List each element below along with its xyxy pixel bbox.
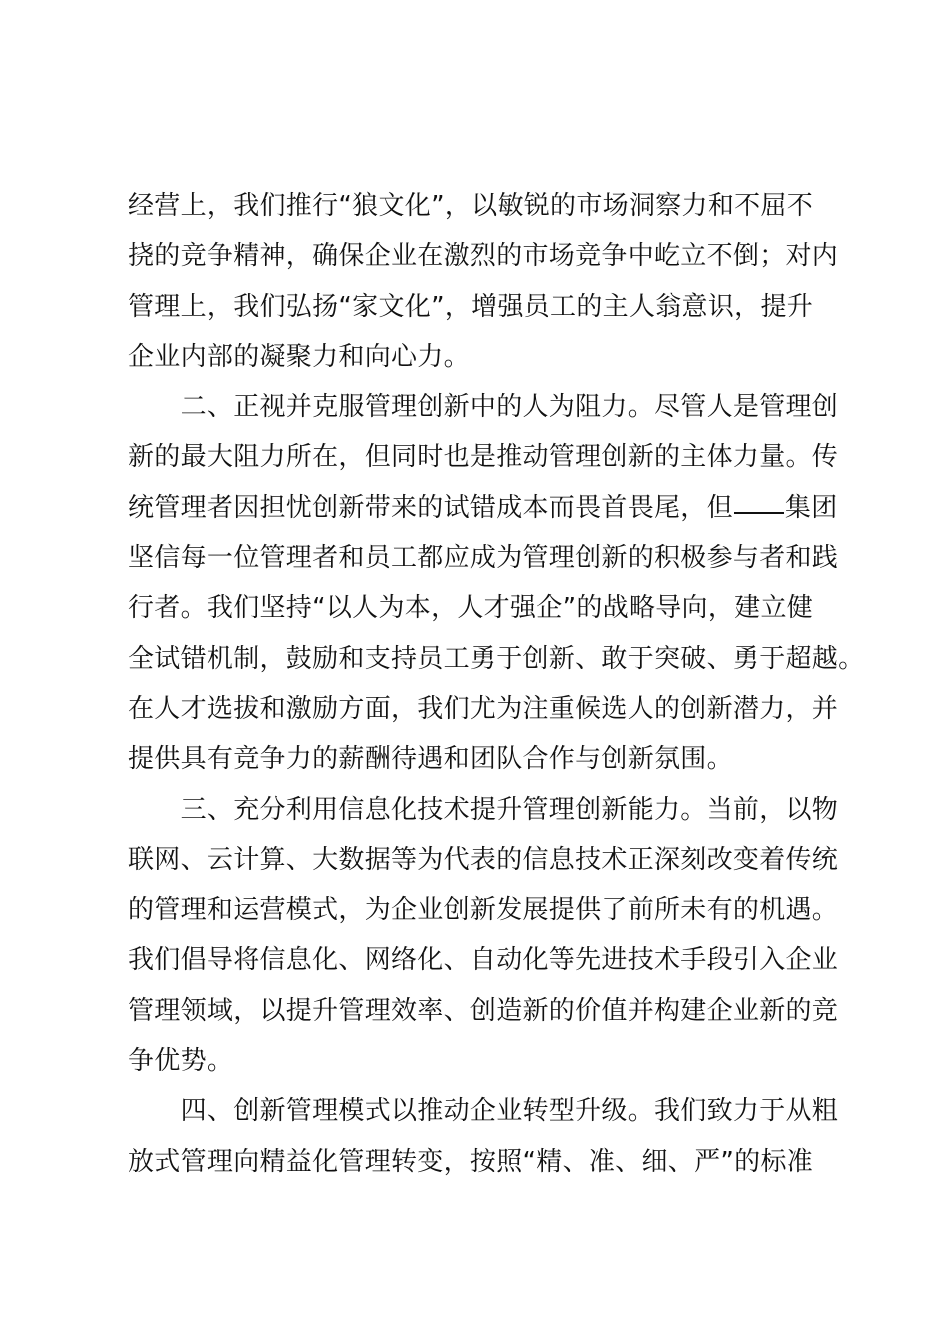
text-line: 挠的竞争精神，确保企业在激烈的市场竞争中屹立不倒；对内 <box>128 241 839 272</box>
line-text: 统管理者因担忧创新带来的试错成本而畏首畏尾，但 <box>128 492 733 523</box>
text-line: 争优势。 <box>128 1046 234 1077</box>
text-line: 新的最大阻力所在，但同时也是推动管理创新的主体力量。传 <box>128 442 839 473</box>
text-line: 的管理和运营模式，为企业创新发展提供了前所未有的机遇。 <box>128 895 839 926</box>
text-line: 坚信每一位管理者和员工都应成为管理创新的积极参与者和践 <box>128 543 839 574</box>
text-line-with-blank <box>128 483 838 533</box>
text-line: 提供具有竞争力的薪酬待遇和团队合作与创新氛围。 <box>128 744 733 775</box>
text-line: 企业内部的凝聚力和向心力。 <box>128 341 470 372</box>
fill-in-blank <box>734 511 784 514</box>
text-line: 管理上，我们弘扬“家文化”，增强员工的主人翁意识，提升 <box>128 291 814 322</box>
text-line: 我们倡导将信息化、网络化、自动化等先进技术手段引入企业 <box>128 945 839 976</box>
document-body <box>128 181 865 1187</box>
text-line: 联网、云计算、大数据等为代表的信息技术正深刻改变着传统 <box>128 844 839 875</box>
blank-suffix-text: 集团 <box>784 492 838 523</box>
text-line: 三、充分利用信息化技术提升管理创新能力。当前，以物 <box>128 794 839 825</box>
text-line: 行者。我们坚持“以人为本，人才强企”的战略导向，建立健 <box>128 593 814 624</box>
text-line: 二、正视并克服管理创新中的人为阻力。尽管人是管理创 <box>128 392 839 423</box>
text-line: 全试错机制，鼓励和支持员工勇于创新、敢于突破、勇于超越。 <box>128 643 865 674</box>
text-line: 管理领域，以提升管理效率、创造新的价值并构建企业新的竞 <box>128 995 839 1026</box>
text-line: 四、创新管理模式以推动企业转型升级。我们致力于从粗 <box>128 1096 839 1127</box>
text-line: 经营上，我们推行“狼文化”，以敏锐的市场洞察力和不屈不 <box>128 191 814 221</box>
text-line: 放式管理向精益化管理转变，按照“精、准、细、严”的标准 <box>128 1146 814 1177</box>
text-line: 在人才选拔和激励方面，我们尤为注重候选人的创新潜力，并 <box>128 693 839 724</box>
